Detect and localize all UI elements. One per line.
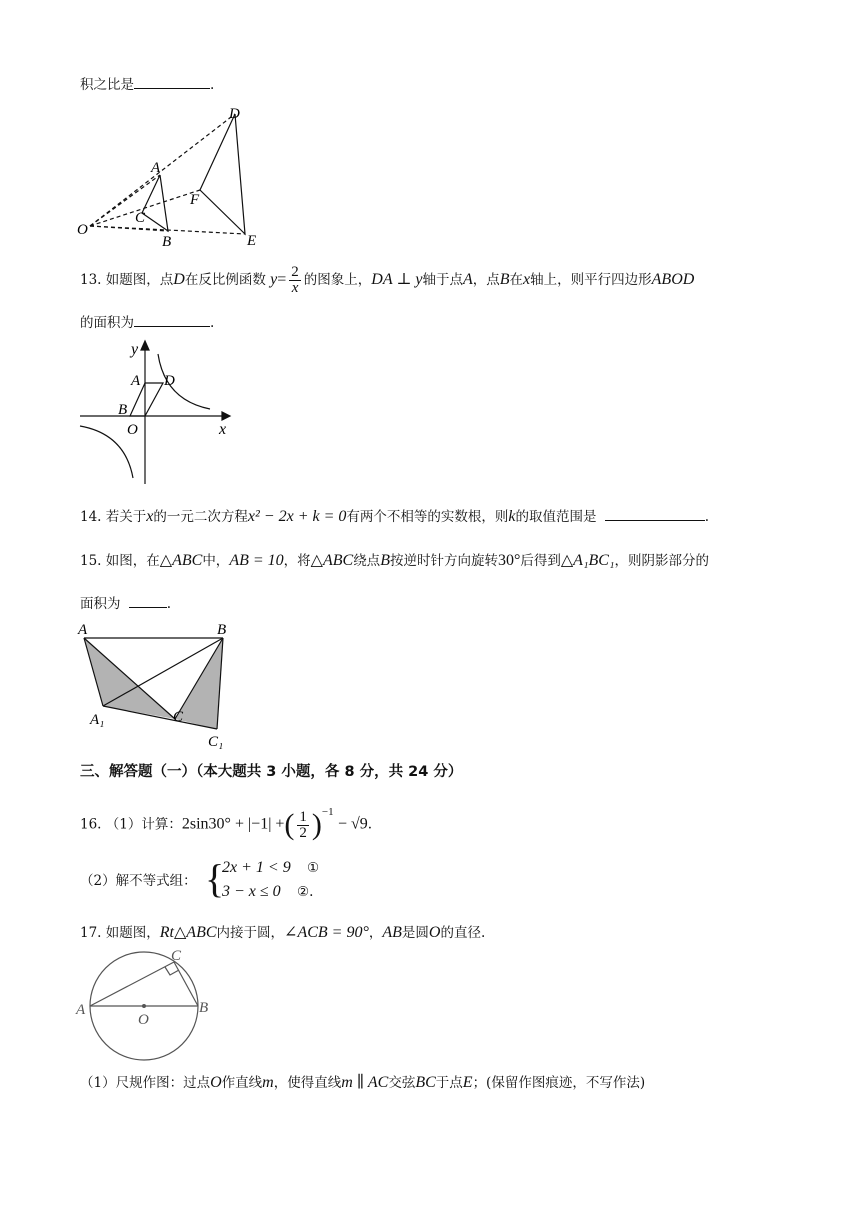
q16-exponent: −1 xyxy=(321,806,334,818)
q16-paren-left: ( xyxy=(284,808,295,841)
q17-part1-b: 作直线 xyxy=(221,1075,263,1091)
q17-ab: AB xyxy=(382,924,402,941)
fig15-label-C1: C₁ xyxy=(208,734,224,750)
q14-text-a: 若关于 xyxy=(105,509,147,525)
q17-text-e: 的直径. xyxy=(440,925,486,941)
section-3-heading: 三、解答题（一）（本大题共 3 小题，各 8 分，共 24 分） xyxy=(80,764,463,780)
q17-part1-d: 交弦 xyxy=(388,1075,416,1091)
q13-frac-num: 2 xyxy=(291,264,299,280)
fig12-label-A: A xyxy=(151,160,161,176)
q16-frac-den: 2 xyxy=(299,824,307,841)
fig13-label-y: y xyxy=(131,341,139,358)
q15-period: . xyxy=(166,596,172,612)
q16-ineq2-tag: ② xyxy=(296,884,310,900)
fig13-x-arrow xyxy=(222,412,230,420)
fig15-label-A: A xyxy=(78,622,88,638)
q13-text-d: 轴于点 xyxy=(422,272,463,288)
fig13-hyperbola-left xyxy=(80,426,133,478)
q17-angle-eq: ∠ACB = 90° xyxy=(284,924,369,941)
q16-part1-label: （1）计算： xyxy=(105,816,182,833)
q16-system-brace: { xyxy=(205,856,225,901)
q15-number: 15. xyxy=(80,553,102,569)
q16-part2-label-line xyxy=(80,871,197,891)
q13-text-a: 如题图，点 xyxy=(105,272,174,288)
figure-17 xyxy=(74,946,224,1066)
q13-text-b: 在反比例函数 xyxy=(184,272,266,288)
q14-answer-blank[interactable] xyxy=(605,506,705,521)
q13-fraction xyxy=(289,265,301,296)
q17-part1-pt: E xyxy=(462,1074,473,1091)
q15-tri3: △A₁BC₁ xyxy=(560,552,615,569)
q16-ineq1: 2x + 1 < 9 xyxy=(222,859,291,876)
fig17-chord-AC xyxy=(90,962,174,1006)
fig13-y-arrow xyxy=(141,341,149,350)
fig15-label-B: B xyxy=(217,622,227,638)
q13-shape: ABOD xyxy=(651,271,695,288)
fig12-label-O: O xyxy=(77,222,88,238)
q12-answer-blank[interactable] xyxy=(134,74,210,89)
q16-ineq1-tag: ① xyxy=(307,860,320,876)
figure-15 xyxy=(76,618,256,753)
q15-angle: 30° xyxy=(497,552,521,569)
q16-expr-b: − √9 xyxy=(337,815,368,833)
fig12-label-C: C xyxy=(135,210,146,226)
fig17-chord-BC xyxy=(174,962,198,1006)
fig12-label-D: D xyxy=(229,106,240,122)
q14-text-c: 有两个不相等的实数根，则 xyxy=(346,509,509,525)
q16-expr-a: 2sin30° + |−1| + xyxy=(181,815,285,833)
q13-line2 xyxy=(80,312,214,333)
figure-12 xyxy=(75,100,305,250)
q17-part1-c: ，使得直线 xyxy=(273,1075,342,1091)
q16-paren-right: ) xyxy=(311,808,322,841)
q13-number: 13. xyxy=(80,272,102,288)
fig17-label-C: C xyxy=(171,948,182,964)
q12-tail-text: 积之比是 xyxy=(80,77,134,93)
q17-text-d: 是圆 xyxy=(401,925,429,941)
q15-text-g: ，则阴影部分的 xyxy=(614,553,710,569)
q15-text-a: 如图，在 xyxy=(105,553,160,569)
q14-period: . xyxy=(704,509,710,525)
q17-tri: Rt△ABC xyxy=(159,924,217,941)
q15-text-f: 后得到 xyxy=(520,553,561,569)
q13-point-d: D xyxy=(173,271,185,288)
q14-equation: x² − 2x + k = 0 xyxy=(247,508,347,525)
q13-frac-den: x xyxy=(291,280,299,296)
q13-var-x: x xyxy=(523,271,531,288)
q15-text-d: 绕点 xyxy=(353,553,381,569)
q14-text-b: 的一元二次方程 xyxy=(153,509,248,525)
fig17-center-dot xyxy=(142,1004,146,1008)
fig12-label-B: B xyxy=(162,234,172,250)
q13-answer-blank[interactable] xyxy=(134,312,210,327)
q16-inequality-2 xyxy=(222,882,313,902)
q17-part1-a: （1）尺规作图：过点 xyxy=(80,1075,211,1091)
q15-text-c: ，将 xyxy=(283,553,311,569)
fig15-label-C: C xyxy=(173,709,184,725)
q17-part1-f: ；(保留作图痕迹，不写作法) xyxy=(472,1075,646,1091)
q17-text-c: ， xyxy=(368,925,383,941)
q16-fraction xyxy=(297,810,309,841)
q13-line1 xyxy=(80,262,694,298)
q15-line2 xyxy=(80,593,171,614)
q17-part1-o: O xyxy=(210,1074,222,1091)
q14-var-k: k xyxy=(508,508,516,525)
q17-part1-bc: BC xyxy=(415,1074,436,1091)
q13-text-e: ，点 xyxy=(472,272,500,288)
q13-eq: = xyxy=(277,271,287,288)
q17-o: O xyxy=(428,924,441,941)
q13-text-f: 在 xyxy=(509,272,524,288)
q17-text-a: 如题图， xyxy=(105,925,160,941)
q15-tri2: △ABC xyxy=(310,552,354,569)
q15-text-b: 中， xyxy=(202,553,230,569)
q17-part1-m: m xyxy=(262,1074,274,1091)
q14-line xyxy=(80,506,709,527)
q15-line1 xyxy=(80,551,709,571)
q16-period: . xyxy=(367,816,373,833)
q13-func-y: y xyxy=(270,271,278,288)
q16-frac-num: 1 xyxy=(299,808,307,825)
q17-part1-par: m ∥ AC xyxy=(341,1074,389,1091)
fig17-label-A: A xyxy=(76,1002,86,1018)
fig12-line-OB xyxy=(90,226,168,231)
q16-part1-line xyxy=(80,800,372,840)
fig12-triangle-DEF xyxy=(200,114,245,234)
q15-ab-eq: AB = 10 xyxy=(229,552,284,569)
q15-point-b: B xyxy=(380,552,390,569)
fig17-label-B: B xyxy=(199,1000,209,1016)
fig15-label-A1: A₁ xyxy=(90,712,105,728)
q17-number: 17. xyxy=(80,925,102,941)
q16-period2: . xyxy=(309,884,314,900)
q13-point-b: B xyxy=(499,271,510,288)
q15-text-e: 按逆时针方向旋转 xyxy=(389,553,498,569)
fig17-label-O: O xyxy=(138,1012,149,1028)
q15-answer-blank[interactable] xyxy=(129,593,167,608)
q17-part1-line xyxy=(80,1073,645,1093)
q12-period: . xyxy=(210,77,215,93)
q13-text-c: 的图象上， xyxy=(303,272,372,288)
q14-text-d: 的取值范围是 xyxy=(515,509,597,525)
fig13-label-A: A xyxy=(131,373,141,389)
q17-text-b: 内接于圆， xyxy=(216,925,285,941)
q13-line2-text: 的面积为 xyxy=(80,315,134,331)
q17-line1 xyxy=(80,923,485,943)
fig13-label-D: D xyxy=(164,373,175,389)
q15-line2-text: 面积为 xyxy=(80,596,121,612)
fig12-line-OD xyxy=(90,114,235,226)
q13-period: . xyxy=(210,315,215,331)
figure-13 xyxy=(75,338,245,488)
q12-tail-line xyxy=(80,74,214,95)
fig12-label-F: F xyxy=(190,192,200,208)
q14-number: 14. xyxy=(80,509,102,525)
q16-inequality-1 xyxy=(222,858,319,878)
fig13-label-B: B xyxy=(118,402,128,418)
q13-point-a: A xyxy=(462,271,473,288)
q14-var-x: x xyxy=(146,508,154,525)
q15-tri1: △ABC xyxy=(159,552,203,569)
fig13-label-O: O xyxy=(127,422,138,438)
q13-text-g: 轴上，则平行四边形 xyxy=(530,272,652,288)
q16-part2-label: （2）解不等式组： xyxy=(80,873,197,889)
q16-ineq2: 3 − x ≤ 0 xyxy=(222,883,281,900)
q16-number: 16. xyxy=(80,816,102,833)
fig12-label-E: E xyxy=(247,233,257,249)
q17-part1-e: 于点 xyxy=(435,1075,463,1091)
fig13-label-x: x xyxy=(219,421,227,438)
q13-perp: DA ⊥ y xyxy=(371,271,423,288)
